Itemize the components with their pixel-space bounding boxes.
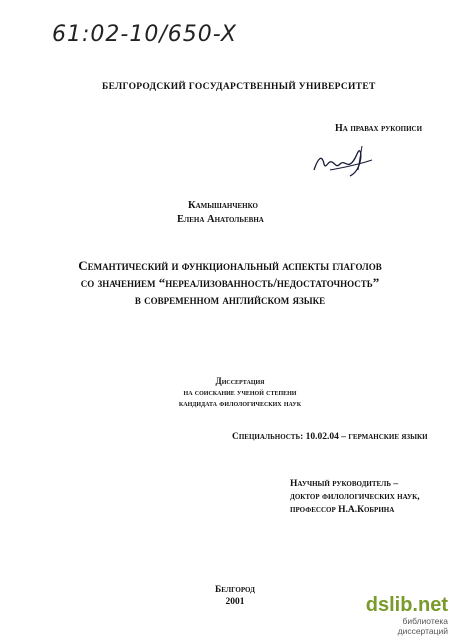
watermark-logo[interactable] — [352, 594, 448, 636]
work-type-line-1: Диссертация — [215, 376, 265, 386]
speciality: Специальность: 10.02.04 – германские языки — [232, 432, 428, 442]
watermark-brand: dslib.net — [365, 594, 448, 616]
supervisor-line-3: профессор Н.А.Кобрина — [290, 505, 395, 515]
supervisor-block — [290, 478, 420, 517]
dissertation-title — [40, 257, 420, 308]
manuscript-rights: На правах рукописи — [335, 123, 423, 134]
title-line-3: в современном английском языке — [134, 292, 326, 307]
work-type — [140, 376, 340, 409]
author-name: Елена Анатольевна — [177, 214, 264, 225]
supervisor-line-1: Научный руководитель – — [290, 479, 399, 489]
work-type-line-3: кандидата филологических наук — [178, 398, 302, 408]
title-line-1: Семантический и функциональный аспекты глаголов — [78, 258, 382, 273]
university-name: БЕЛГОРОДСКИЙ ГОСУДАРСТВЕННЫЙ УНИВЕРСИТЕТ — [102, 82, 376, 92]
author-surname: Камышанченко — [188, 200, 258, 211]
watermark-subtitle: библиотека диссертаций — [397, 616, 448, 636]
supervisor-line-2: доктор филологических наук, — [290, 492, 420, 502]
work-type-line-2: на соискание ученой степени — [183, 387, 297, 397]
year: 2001 — [225, 597, 245, 607]
archive-code: 61:02-10/650-X — [52, 22, 237, 47]
signature-image — [310, 140, 380, 180]
place: Белгород — [215, 585, 255, 595]
title-line-2: со значением “нереализованность/недостаточность” — [80, 275, 380, 290]
place-year — [190, 584, 280, 608]
